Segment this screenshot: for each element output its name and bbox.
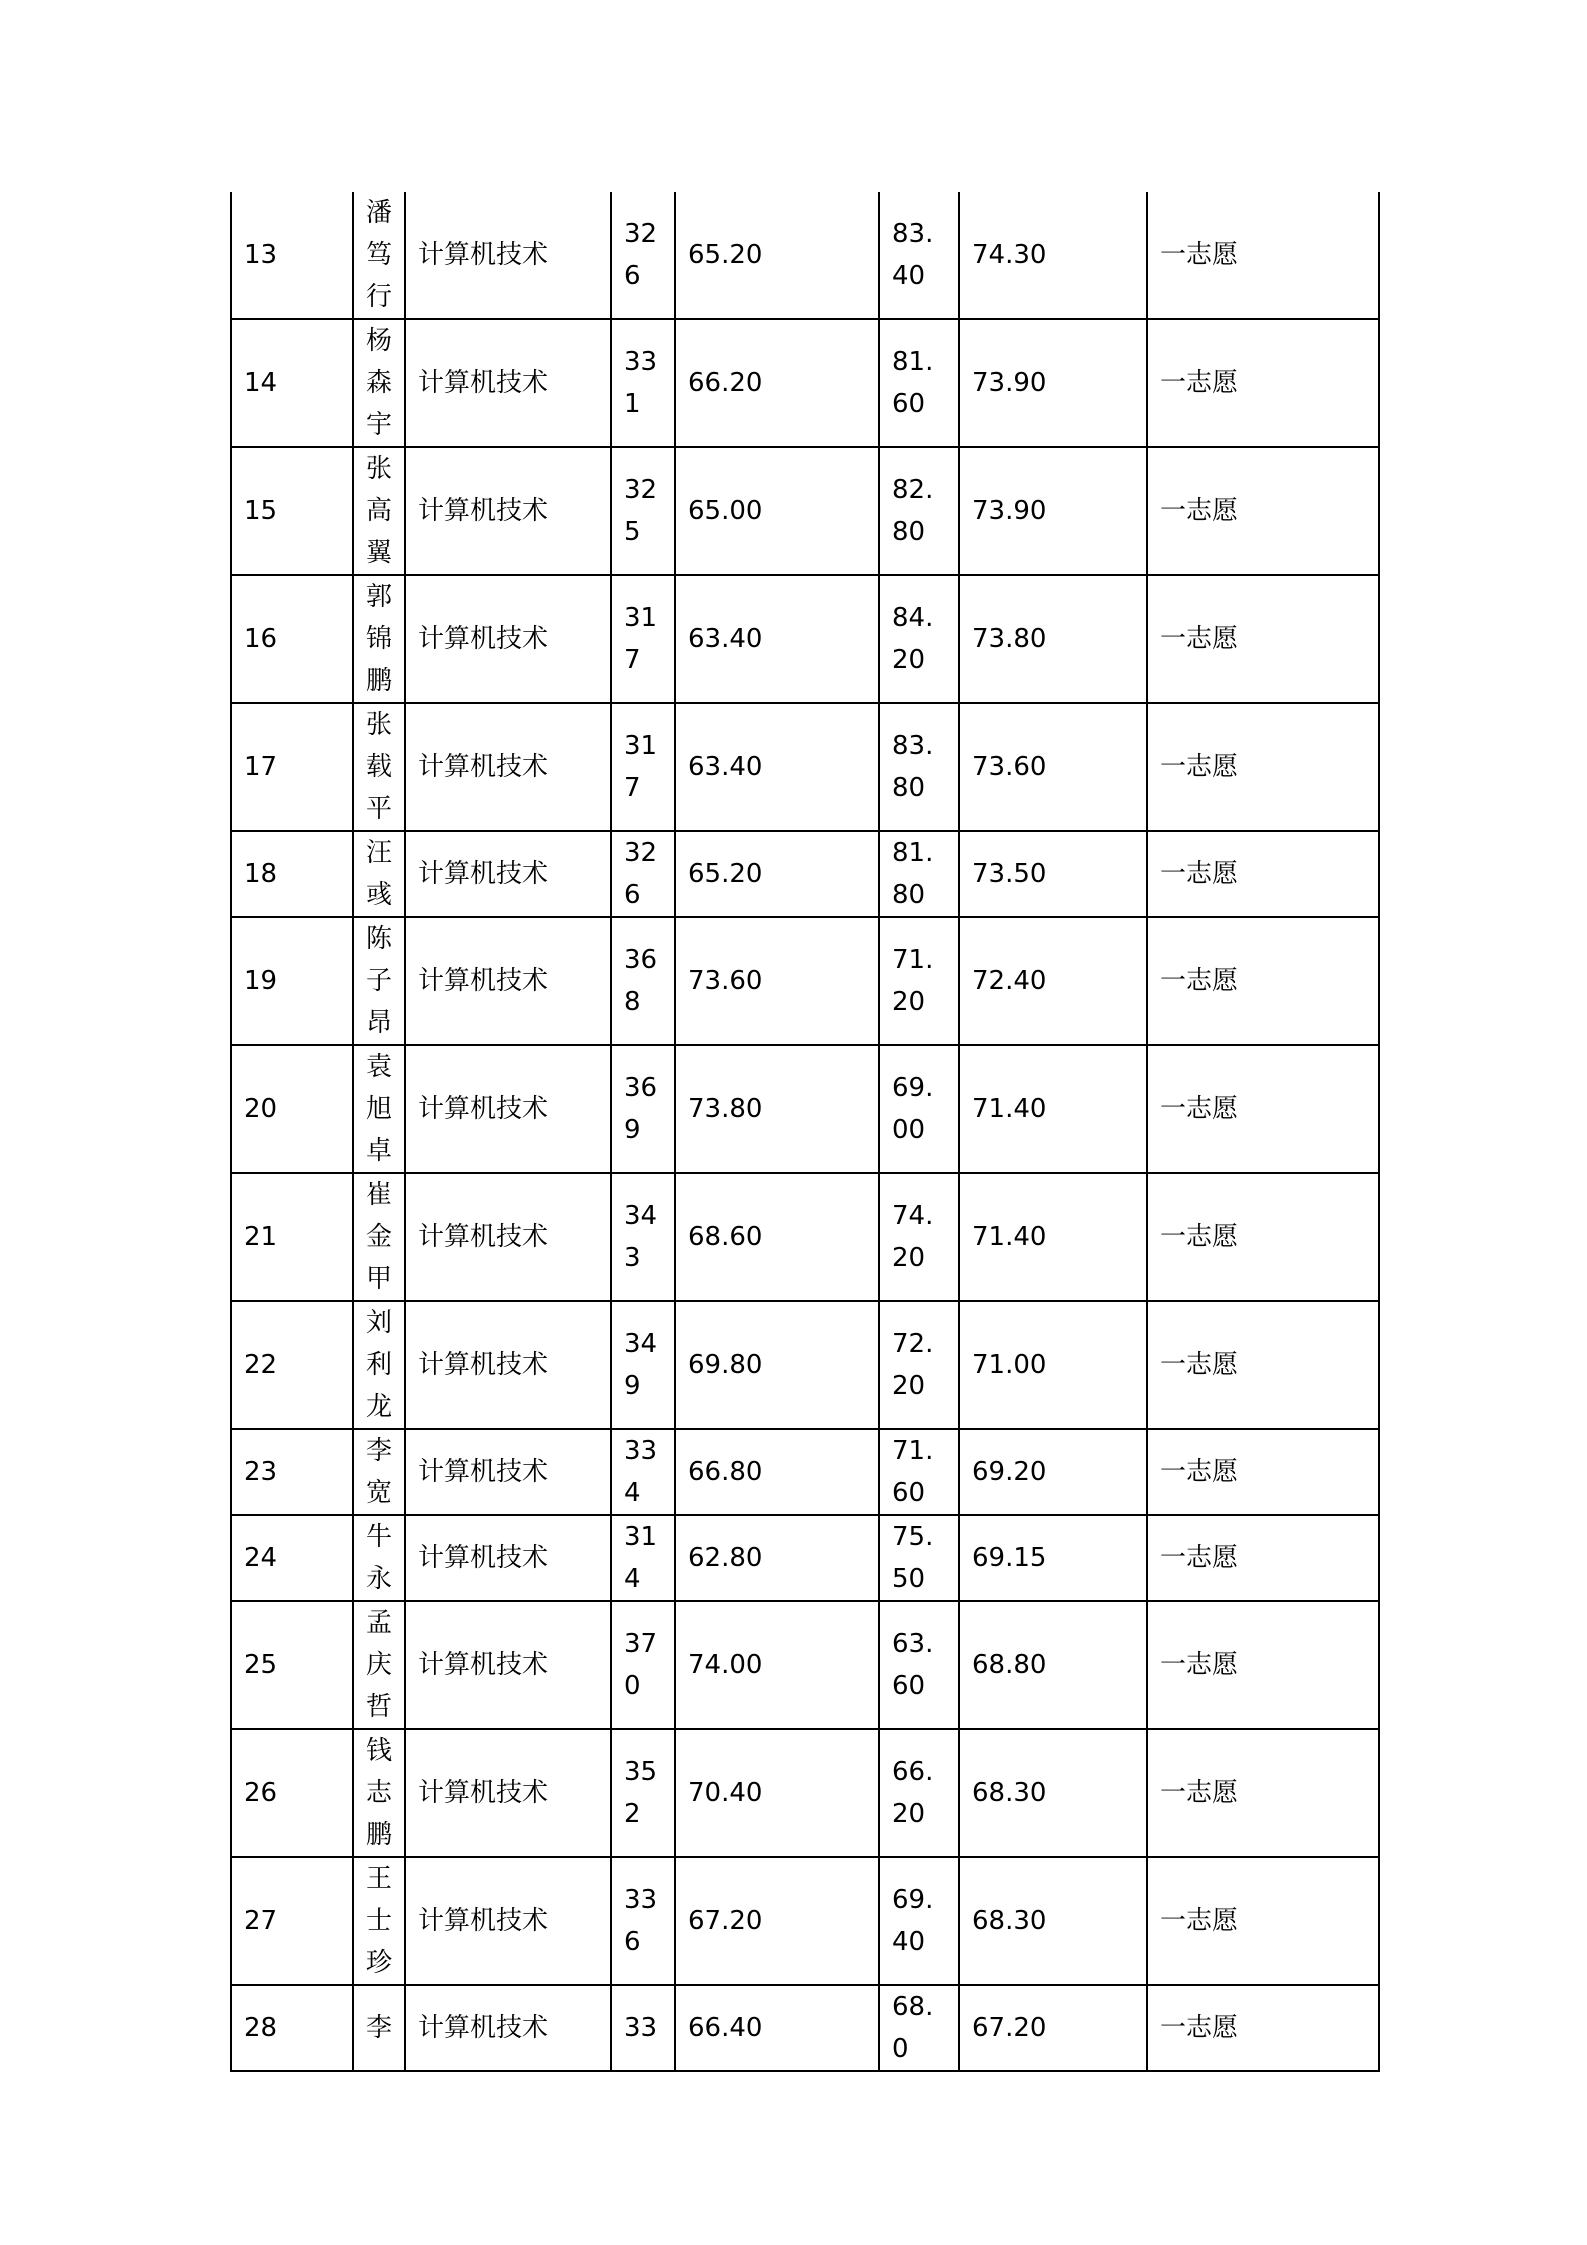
cell-interview: 84.20	[879, 575, 959, 703]
student-name: 李	[366, 2013, 393, 2043]
cell-name	[353, 319, 405, 447]
student-name: 刘利龙	[366, 1308, 393, 1422]
cell-score: 325	[611, 447, 675, 575]
cell-no: 24	[231, 1515, 353, 1601]
table-row	[231, 1729, 1379, 1857]
cell-weighted: 73.80	[675, 1045, 879, 1173]
cell-choice: 一志愿	[1147, 1729, 1379, 1857]
cell-total: 73.80	[959, 575, 1147, 703]
cell-total: 71.40	[959, 1045, 1147, 1173]
cell-score: 326	[611, 192, 675, 319]
cell-choice: 一志愿	[1147, 917, 1379, 1045]
cell-choice: 一志愿	[1147, 447, 1379, 575]
student-name: 张载平	[366, 710, 393, 824]
cell-weighted: 73.60	[675, 917, 879, 1045]
cell-no: 17	[231, 703, 353, 831]
student-name: 孟庆哲	[366, 1608, 393, 1722]
cell-name	[353, 1857, 405, 1985]
cell-interview: 72.20	[879, 1301, 959, 1429]
cell-no: 28	[231, 1985, 353, 2071]
cell-weighted: 69.80	[675, 1301, 879, 1429]
cell-score: 369	[611, 1045, 675, 1173]
cell-choice: 一志愿	[1147, 192, 1379, 319]
table-row	[231, 575, 1379, 703]
cell-name	[353, 192, 405, 319]
cell-major: 计算机技术	[405, 575, 611, 703]
cell-no: 26	[231, 1729, 353, 1857]
cell-score: 317	[611, 575, 675, 703]
cell-choice: 一志愿	[1147, 1429, 1379, 1515]
cell-no: 25	[231, 1601, 353, 1729]
cell-interview: 83.40	[879, 192, 959, 319]
cell-total: 67.20	[959, 1985, 1147, 2071]
student-name: 汪彧	[366, 838, 393, 910]
cell-score: 326	[611, 831, 675, 917]
cell-no: 20	[231, 1045, 353, 1173]
cell-name	[353, 1601, 405, 1729]
cell-score: 314	[611, 1515, 675, 1601]
student-name: 杨森宇	[366, 326, 393, 440]
cell-choice: 一志愿	[1147, 1985, 1379, 2071]
cell-choice: 一志愿	[1147, 831, 1379, 917]
cell-name	[353, 575, 405, 703]
cell-total: 69.15	[959, 1515, 1147, 1601]
cell-interview: 81.80	[879, 831, 959, 917]
table-row	[231, 319, 1379, 447]
cell-score: 317	[611, 703, 675, 831]
cell-major: 计算机技术	[405, 192, 611, 319]
cell-choice: 一志愿	[1147, 1857, 1379, 1985]
cell-total: 72.40	[959, 917, 1147, 1045]
cell-no: 13	[231, 192, 353, 319]
cell-no: 15	[231, 447, 353, 575]
table-row	[231, 917, 1379, 1045]
cell-name	[353, 447, 405, 575]
student-name: 崔金甲	[366, 1180, 393, 1294]
cell-no: 21	[231, 1173, 353, 1301]
cell-major: 计算机技术	[405, 319, 611, 447]
cell-score: 349	[611, 1301, 675, 1429]
student-name: 钱志鹏	[366, 1736, 393, 1850]
table-body	[231, 192, 1379, 2071]
cell-choice: 一志愿	[1147, 1515, 1379, 1601]
cell-total: 74.30	[959, 192, 1147, 319]
cell-interview: 82.80	[879, 447, 959, 575]
cell-interview: 68.0	[879, 1985, 959, 2071]
cell-weighted: 66.20	[675, 319, 879, 447]
cell-no: 16	[231, 575, 353, 703]
cell-total: 71.40	[959, 1173, 1147, 1301]
cell-total: 68.30	[959, 1729, 1147, 1857]
table-row	[231, 192, 1379, 319]
table-row	[231, 1429, 1379, 1515]
cell-major: 计算机技术	[405, 703, 611, 831]
table-row	[231, 1045, 1379, 1173]
cell-weighted: 68.60	[675, 1173, 879, 1301]
cell-total: 68.30	[959, 1857, 1147, 1985]
cell-name	[353, 1515, 405, 1601]
cell-weighted: 63.40	[675, 575, 879, 703]
cell-major: 计算机技术	[405, 1601, 611, 1729]
cell-score: 352	[611, 1729, 675, 1857]
table-row	[231, 1515, 1379, 1601]
cell-weighted: 63.40	[675, 703, 879, 831]
cell-no: 23	[231, 1429, 353, 1515]
cell-choice: 一志愿	[1147, 703, 1379, 831]
cell-name	[353, 1173, 405, 1301]
cell-total: 71.00	[959, 1301, 1147, 1429]
cell-interview: 69.00	[879, 1045, 959, 1173]
cell-no: 19	[231, 917, 353, 1045]
cell-choice: 一志愿	[1147, 319, 1379, 447]
cell-name	[353, 1729, 405, 1857]
admission-score-table	[230, 192, 1380, 2072]
cell-major: 计算机技术	[405, 1857, 611, 1985]
table-row	[231, 1301, 1379, 1429]
cell-weighted: 65.20	[675, 192, 879, 319]
cell-choice: 一志愿	[1147, 1601, 1379, 1729]
cell-major: 计算机技术	[405, 1729, 611, 1857]
cell-interview: 69.40	[879, 1857, 959, 1985]
cell-major: 计算机技术	[405, 1045, 611, 1173]
cell-total: 73.50	[959, 831, 1147, 917]
cell-interview: 71.60	[879, 1429, 959, 1515]
cell-name	[353, 917, 405, 1045]
cell-no: 27	[231, 1857, 353, 1985]
cell-weighted: 66.40	[675, 1985, 879, 2071]
table-row	[231, 1985, 1379, 2071]
cell-total: 68.80	[959, 1601, 1147, 1729]
cell-no: 14	[231, 319, 353, 447]
cell-major: 计算机技术	[405, 1429, 611, 1515]
cell-score: 33	[611, 1985, 675, 2071]
table-row	[231, 1857, 1379, 1985]
cell-score: 343	[611, 1173, 675, 1301]
cell-choice: 一志愿	[1147, 575, 1379, 703]
cell-major: 计算机技术	[405, 1301, 611, 1429]
cell-name	[353, 1985, 405, 2071]
cell-total: 73.90	[959, 447, 1147, 575]
cell-choice: 一志愿	[1147, 1301, 1379, 1429]
cell-name	[353, 1429, 405, 1515]
cell-no: 18	[231, 831, 353, 917]
cell-major: 计算机技术	[405, 447, 611, 575]
cell-interview: 81.60	[879, 319, 959, 447]
cell-interview: 66.20	[879, 1729, 959, 1857]
table-row	[231, 831, 1379, 917]
cell-name	[353, 831, 405, 917]
student-name: 潘笃行	[366, 198, 393, 312]
cell-score: 370	[611, 1601, 675, 1729]
table-row	[231, 447, 1379, 575]
cell-total: 73.90	[959, 319, 1147, 447]
cell-name	[353, 703, 405, 831]
cell-major: 计算机技术	[405, 1985, 611, 2071]
cell-score: 331	[611, 319, 675, 447]
cell-score: 336	[611, 1857, 675, 1985]
cell-name	[353, 1045, 405, 1173]
student-name: 袁旭卓	[366, 1052, 393, 1166]
student-name: 张高翼	[366, 454, 393, 568]
cell-major: 计算机技术	[405, 831, 611, 917]
student-name: 牛永	[366, 1522, 393, 1594]
cell-weighted: 70.40	[675, 1729, 879, 1857]
cell-total: 69.20	[959, 1429, 1147, 1515]
cell-score: 334	[611, 1429, 675, 1515]
cell-interview: 74.20	[879, 1173, 959, 1301]
cell-interview: 83.80	[879, 703, 959, 831]
cell-score: 368	[611, 917, 675, 1045]
cell-interview: 63.60	[879, 1601, 959, 1729]
table-row	[231, 1173, 1379, 1301]
student-name: 李宽	[366, 1436, 393, 1508]
table-row	[231, 1601, 1379, 1729]
cell-interview: 75.50	[879, 1515, 959, 1601]
cell-major: 计算机技术	[405, 1515, 611, 1601]
cell-choice: 一志愿	[1147, 1173, 1379, 1301]
table-row	[231, 703, 1379, 831]
student-name: 郭锦鹏	[366, 582, 393, 696]
cell-total: 73.60	[959, 703, 1147, 831]
student-name: 王士珍	[366, 1864, 393, 1978]
cell-major: 计算机技术	[405, 917, 611, 1045]
cell-weighted: 65.20	[675, 831, 879, 917]
cell-choice: 一志愿	[1147, 1045, 1379, 1173]
cell-weighted: 66.80	[675, 1429, 879, 1515]
cell-no: 22	[231, 1301, 353, 1429]
student-name: 陈子昂	[366, 924, 393, 1038]
cell-weighted: 67.20	[675, 1857, 879, 1985]
cell-major: 计算机技术	[405, 1173, 611, 1301]
cell-weighted: 62.80	[675, 1515, 879, 1601]
cell-interview: 71.20	[879, 917, 959, 1045]
cell-name	[353, 1301, 405, 1429]
cell-weighted: 65.00	[675, 447, 879, 575]
cell-weighted: 74.00	[675, 1601, 879, 1729]
